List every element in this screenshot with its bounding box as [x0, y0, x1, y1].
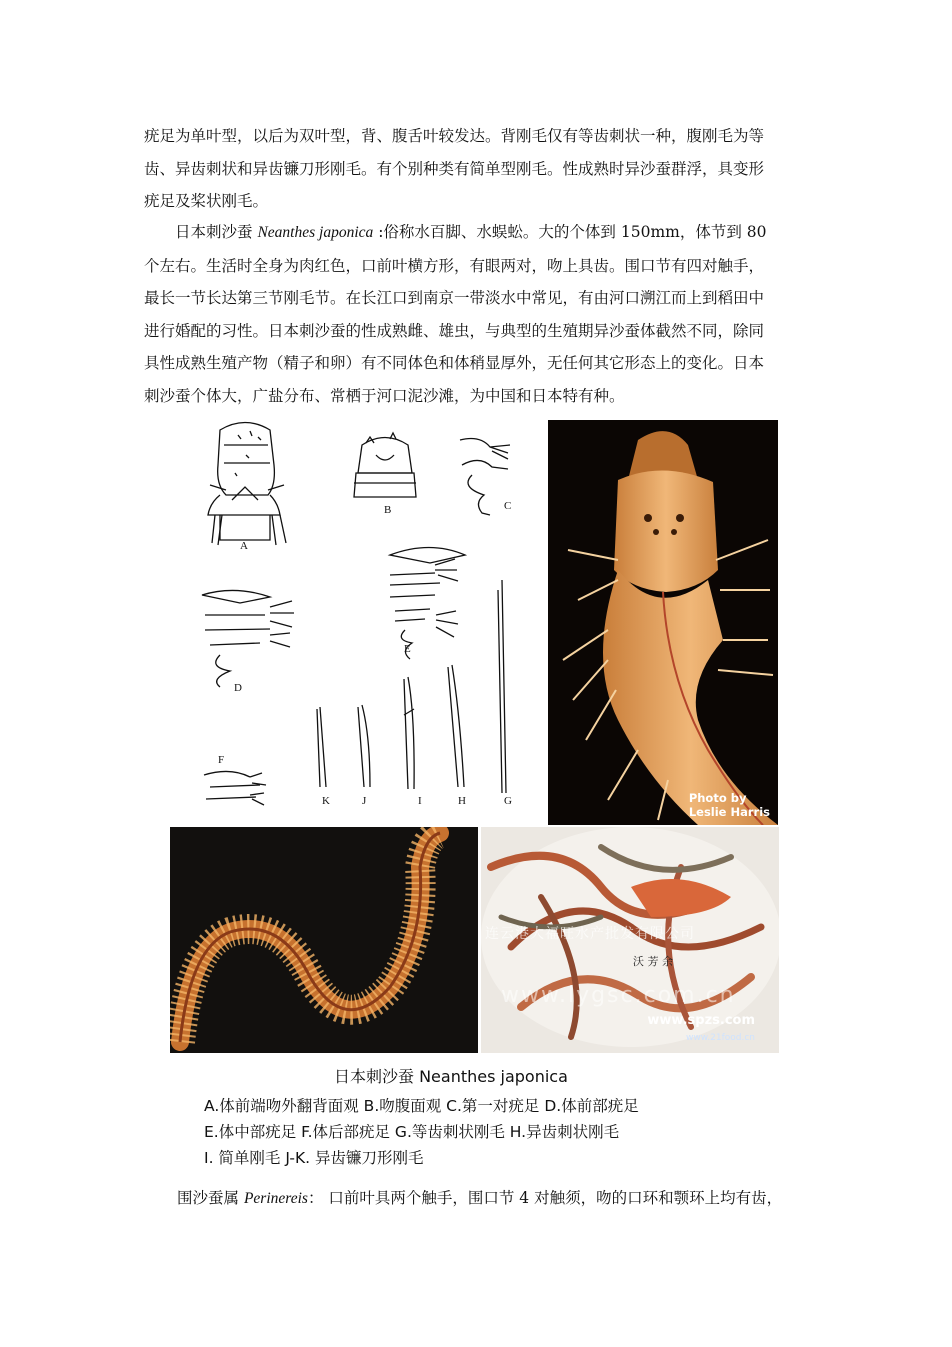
photo-credit: [689, 791, 770, 819]
drawing-c-first-parapodium: [460, 439, 510, 515]
paragraph-neanthes-japonica: [144, 216, 808, 412]
photo-worm-full-body: [170, 827, 478, 1053]
text-line: 齿、异齿刺状和异齿镰刀形刚毛。有个别种类有简单型刚毛。性成熟时异沙蚕群浮，具变形: [144, 159, 765, 178]
drawing-b-proboscis-ventral: [354, 433, 416, 497]
drawing-e-midbody-parapodium: [390, 548, 465, 660]
drawing-g-seta: [498, 580, 506, 793]
photo-worms-on-plate: [481, 827, 779, 1053]
label-c: C: [504, 500, 512, 512]
label-g: G: [504, 795, 512, 807]
worm-head-illustration: [548, 420, 778, 825]
species-name-latin: Neanthes japonica: [257, 224, 374, 241]
drawing-d-anterior-parapodium: [202, 590, 294, 687]
label-d: D: [234, 682, 242, 694]
text-span: ： 口前叶具两个触手，围口节 4 对触须，吻的口环和颚环上均有齿，: [307, 1189, 783, 1207]
figure-caption-title: 日本刺沙蚕 Neanthes japonica: [334, 1067, 568, 1086]
drawing-a-proboscis-dorsal: [208, 423, 286, 546]
label-e: E: [404, 643, 411, 655]
photo-worm-head: [548, 420, 778, 825]
anatomy-drawings-svg: [190, 415, 540, 813]
text-line: 最长一节长达第三节刚毛节。在长江口到南京一带淡水中常见，有由河口溯江而上到稻田中: [144, 289, 765, 307]
watermark-small: www.21food.cn: [686, 1033, 755, 1043]
text-line: [144, 1182, 808, 1216]
text-line: 疣足及桨状刚毛。: [144, 192, 269, 210]
figure-caption-line: I. 简单刚毛 J-K. 异齿镰刀形刚毛: [204, 1149, 424, 1167]
watermark-site: www.spzs.com: [647, 1013, 755, 1028]
anatomy-line-drawings: [190, 415, 540, 813]
text-line: 具性成熟生殖产物（精子和卵）有不同体色和体稍显厚外，无任何其它形态上的变化。日本: [144, 354, 765, 372]
drawing-i-seta: [404, 677, 414, 789]
drawing-j-seta: [358, 705, 370, 787]
watermark-misc: 沃 芳 余: [633, 955, 673, 968]
label-k: K: [322, 795, 330, 807]
text-line: 进行婚配的习性。日本刺沙蚕的性成熟雌、雄虫，与典型的生殖期异沙蚕体截然不同，除同: [144, 321, 765, 340]
genus-name-latin: Perinereis: [243, 1190, 308, 1207]
worm-body-illustration: [170, 827, 478, 1053]
genus-name-cn: 围沙蚕属: [177, 1189, 240, 1207]
text-line: 个左右。生活时全身为肉红色，口前叶横方形，有眼两对，吻上具齿。围口节有四对触手，: [144, 256, 765, 275]
figure-caption-line: E.体中部疣足 F.体后部疣足 G.等齿刺状刚毛 H.异齿刺状刚毛: [204, 1123, 620, 1141]
watermark-url: www.lygsc.com.cn: [501, 983, 736, 1008]
text-line: 疣足为单叶型，以后为双叶型，背、腹舌叶较发达。背刚毛仅有等齿刺状一种，腹刚毛为等: [144, 127, 765, 145]
label-f: F: [218, 754, 225, 766]
paragraph-polychaete-parapodia: [144, 120, 808, 218]
species-name-cn: 日本刺沙蚕: [175, 223, 253, 241]
paragraph-perinereis: [144, 1182, 808, 1216]
watermark-company: 连云港大福旺水产批发有限公司: [485, 926, 695, 942]
drawing-k-seta: [317, 707, 326, 787]
figure-caption-line: A.体前端吻外翻背面观 B.吻腹面观 C.第一对疣足 D.体前部疣足: [204, 1097, 639, 1115]
drawing-f-posterior-parapodium: [204, 771, 266, 805]
label-j: J: [362, 795, 367, 807]
label-h: H: [458, 795, 466, 807]
label-i: I: [418, 795, 422, 807]
photo-credit-line1: Photo by: [688, 791, 747, 805]
text-line: [144, 216, 808, 250]
drawing-h-seta: [448, 665, 464, 787]
photo-credit-line2: Leslie Harris: [688, 805, 770, 819]
label-a: A: [240, 540, 248, 552]
text-line: 刺沙蚕个体大，广盐分布、常栖于河口泥沙滩，为中国和日本特有种。: [144, 386, 625, 405]
label-b: B: [384, 504, 392, 516]
text-span: :俗称水百脚、水蜈蚣。大的个体到 150mm，体节到 80: [378, 223, 767, 241]
